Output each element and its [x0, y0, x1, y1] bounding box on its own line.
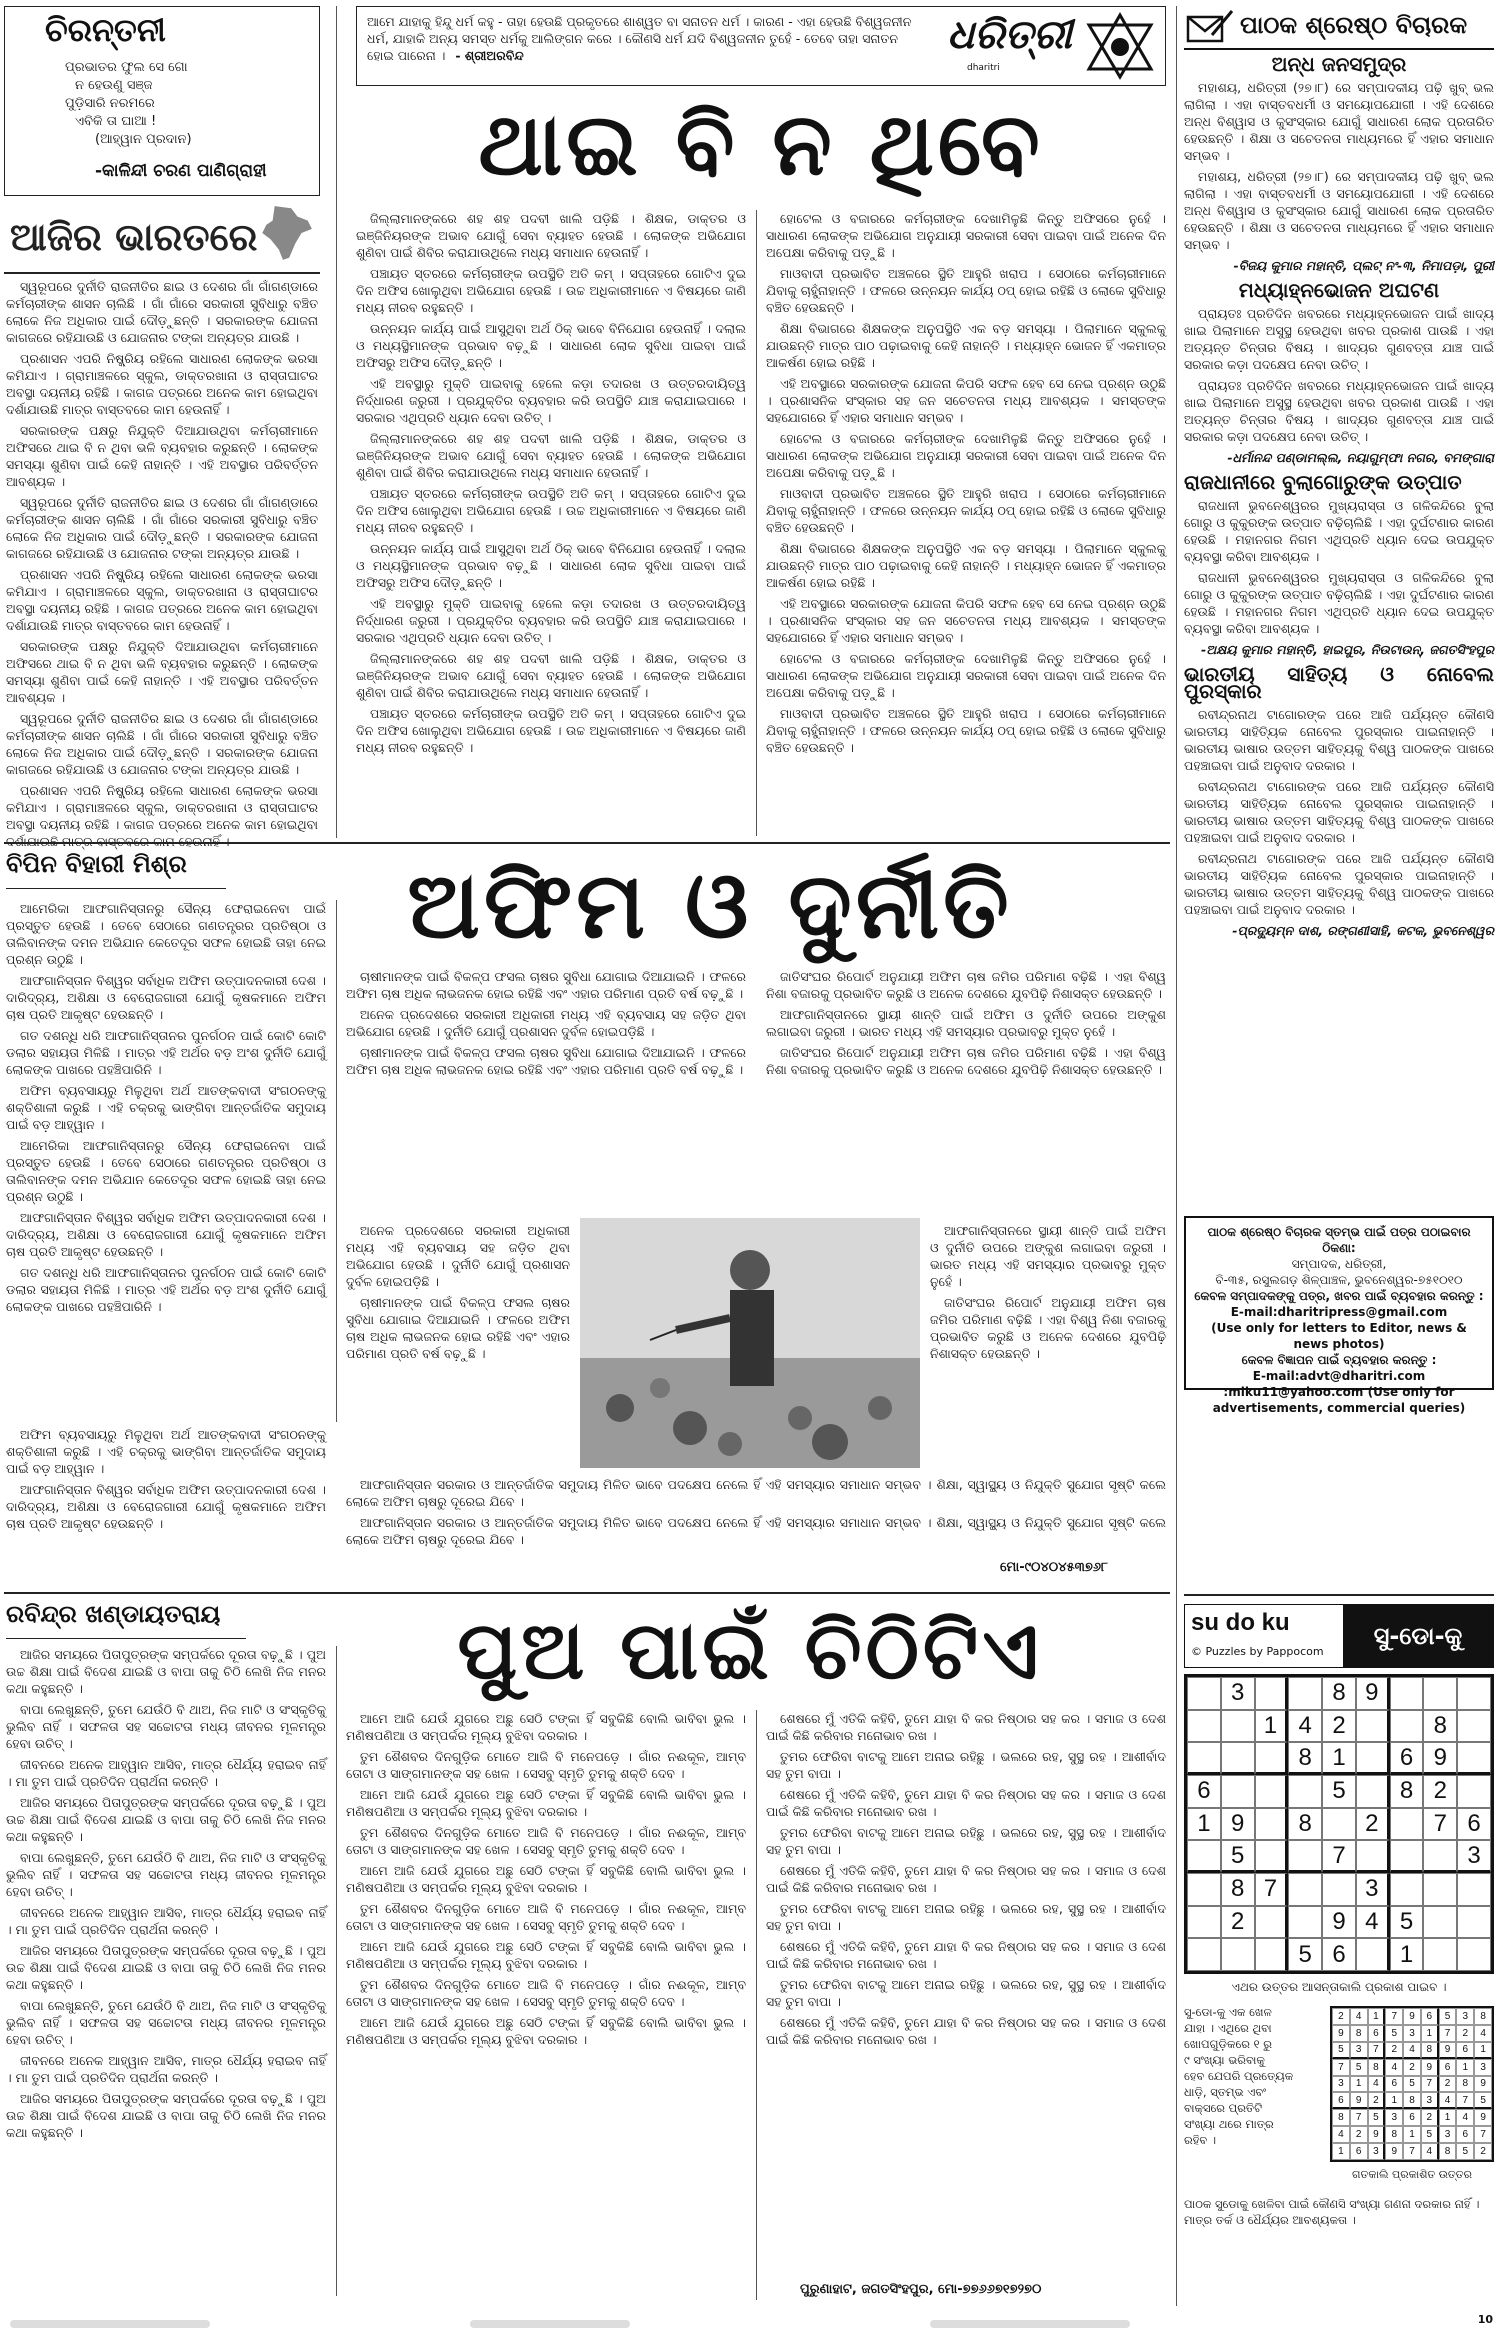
- article2-contact: ମୋ-୯୦୪୦୪୫୩୭୬୮: [1000, 1560, 1108, 1575]
- sudoku-solution-label: ଗତକାଲି ପ୍ରକାଶିତ ଉତ୍ତର: [1352, 2168, 1472, 2181]
- sudoku-cell[interactable]: 8: [1288, 1808, 1322, 1841]
- solution-cell: 6: [1421, 2008, 1439, 2025]
- sudoku-cell[interactable]: [1288, 1677, 1322, 1710]
- sudoku-cell[interactable]: [1255, 1808, 1289, 1841]
- solution-cell: 5: [1350, 2059, 1368, 2076]
- divider-a3-1: [336, 1646, 337, 2296]
- solution-cell: 9: [1421, 2059, 1439, 2076]
- solution-cell: 3: [1456, 2008, 1474, 2025]
- sudoku-cell[interactable]: [1187, 1742, 1221, 1775]
- solution-cell: 6: [1456, 2042, 1474, 2059]
- solution-cell: 5: [1403, 2076, 1421, 2093]
- sudoku-cell[interactable]: [1423, 1840, 1457, 1873]
- sudoku-cell[interactable]: [1457, 1742, 1491, 1775]
- solution-cell: 5: [1456, 2143, 1474, 2160]
- sudoku-cell[interactable]: 2: [1423, 1775, 1457, 1808]
- solution-cell: 4: [1368, 2076, 1386, 2093]
- sudoku-answer-note: ଏଥର ଉତ୍ତର ଆସନ୍ତାକାଲି ପ୍ରକାଶ ପାଇବ ।: [1231, 1980, 1447, 1994]
- letter-signature: -ପ୍ରଦ୍ୟୁମ୍ନ ଦାଶ, ରଙ୍ଗଣୀସାହି, କଟକ, ଭୁବନେଶ୍ୱର: [1232, 923, 1494, 938]
- sudoku-cell[interactable]: [1356, 1840, 1390, 1873]
- article2-col1-lower: ଅଫିମ ବ୍ୟବସାୟରୁ ମିଳୁଥିବା ଅର୍ଥ ଆତଙ୍କବାଦୀ ସଂଗଠନଙ୍କୁ ଶକ୍ତିଶାଳୀ କରୁଛି । ଏହି ଚକ୍ରକୁ ଭାଙ୍ଗିବା ଆନ୍ତର୍ଜାତିକ ସମୁଦାୟ ପାଇଁ ବଡ଼ ଆହ୍ୱାନ । ଆଫଗାନିସ୍ତାନ ବିଶ୍ୱର ସର୍ବାଧିକ ଅଫିମ ଉତ୍ପାଦନକାରୀ ଦେଶ । ଦାରିଦ୍ର୍ୟ, ଅଶିକ୍ଷା ଓ ବେରୋଜଗାରୀ ଯୋଗୁଁ କୃଷକମାନେ ଅଫିମ ଚାଷ ପ୍ରତି ଆକୃଷ୍ଟ ହେଉଛନ୍ତି ।: [6, 1427, 326, 1531]
- sudoku-header: [1184, 1604, 1494, 1668]
- article3-col3: ଶେଷରେ ମୁଁ ଏତିକି କହିବି, ତୁମେ ଯାହା ବି କର ନିଷ୍ଠାର ସହ କର । ସମାଜ ଓ ଦେଶ ପାଇଁ କିଛି କରିବାର ମନୋଭାବ ରଖ । ତୁମର ଫେରିବା ବାଟକୁ ଆମେ ଅନାଇ ରହିଛୁ । ଭଲରେ ରହ, ସୁସ୍ଥ ରହ । ଆଶୀର୍ବାଦ ସହ ତୁମ ବାପା । ଶେଷରେ ମୁଁ ଏତିକି କହିବି, ତୁମେ ଯାହା ବି କର ନିଷ୍ଠାର ସହ କର । ସମାଜ ଓ ଦେଶ ପାଇଁ କିଛି କରିବାର ମନୋଭାବ ରଖ । ତୁମର ଫେରିବା ବାଟକୁ ଆମେ ଅନାଇ ରହିଛୁ । ଭଲରେ ରହ, ସୁସ୍ଥ ରହ । ଆଶୀର୍ବାଦ ସହ ତୁମ ବାପା । ଶେଷରେ ମୁଁ ଏତିକି କହିବି, ତୁମେ ଯାହା ବି କର ନିଷ୍ଠାର ସହ କର । ସମାଜ ଓ ଦେଶ ପାଇଁ କିଛି କରିବାର ମନୋଭାବ ରଖ । ତୁମର ଫେରିବା ବାଟକୁ ଆମେ ଅନାଇ ରହିଛୁ । ଭଲରେ ରହ, ସୁସ୍ଥ ରହ । ଆଶୀର୍ବାଦ ସହ ତୁମ ବାପା । ଶେଷରେ ମୁଁ ଏତିକି କହିବି, ତୁମେ ଯାହା ବି କର ନିଷ୍ଠାର ସହ କର । ସମାଜ ଓ ଦେଶ ପାଇଁ କିଛି କରିବାର ମନୋଭାବ ରଖ । ତୁମର ଫେରିବା ବାଟକୁ ଆମେ ଅନାଇ ରହିଛୁ । ଭଲରେ ରହ, ସୁସ୍ଥ ରହ । ଆଶୀର୍ବାଦ ସହ ତୁମ ବାପା । ଶେଷରେ ମୁଁ ଏତିକି କହିବି, ତୁମେ ଯାହା ବି କର ନିଷ୍ଠାର ସହ କର । ସମାଜ ଓ ଦେଶ ପାଇଁ କିଛି କରିବାର ମନୋଭାବ ରଖ ।: [766, 1711, 1166, 2047]
- sudoku-cell[interactable]: 9: [1423, 1742, 1457, 1775]
- section-divider-1: [4, 842, 1170, 844]
- solution-cell: 6: [1439, 2059, 1457, 2076]
- sudoku-cell[interactable]: [1390, 1677, 1424, 1710]
- article2-byline: ବିପିନ ବିହାରୀ ମିଶ୍ର: [6, 850, 187, 878]
- solution-cell: 2: [1474, 2143, 1492, 2160]
- solution-cell: 4: [1456, 2109, 1474, 2126]
- solution-cell: 9: [1439, 2042, 1457, 2059]
- solution-cell: 2: [1332, 2008, 1350, 2025]
- solution-cell: 4: [1350, 2008, 1368, 2025]
- solution-cell: 8: [1474, 2008, 1492, 2025]
- sudoku-cell[interactable]: [1457, 1906, 1491, 1939]
- solution-cell: 2: [1456, 2025, 1474, 2042]
- email-yahoo-link[interactable]: :miku11@yahoo.com (Use only for: [1223, 1385, 1455, 1399]
- article3-headline: ପୁଅ ପାଇଁ ଚିଠିଟିଏ: [457, 1603, 1043, 1697]
- sudoku-cell[interactable]: 3: [1356, 1873, 1390, 1906]
- quote-text: ଆମେ ଯାହାକୁ ହିନ୍ଦୁ ଧର୍ମ କହୁ - ତାହା ହେଉଛି ପ୍ରକୃତରେ ଶାଶ୍ୱତ ବା ସନାତନ ଧର୍ମ । କାରଣ - ଏହା ହେଉଛି ବିଶ୍ୱଜନୀନ ଧର୍ମ, ଯାହାକି ଅନ୍ୟ ସମସ୍ତ ଧର୍ମକୁ ଆଲିଙ୍ଗନ କରେ । କୌଣସି ଧର୍ମ ଯଦି ବିଶ୍ୱଜନୀନ ତୁହେଁ - ତେବେ ତାହା ସନାତନ ହୋଇ ପାରେନା । - ଶ୍ରୀଅରବିନ୍ଦ: [367, 14, 912, 63]
- sudoku-cell[interactable]: 1: [1390, 1938, 1424, 1971]
- sudoku-cell[interactable]: 4: [1288, 1710, 1322, 1743]
- solution-cell: 6: [1456, 2126, 1474, 2143]
- sudoku-cell[interactable]: 7: [1255, 1873, 1289, 1906]
- sudoku-cell[interactable]: 8: [1322, 1677, 1356, 1710]
- sudoku-cell[interactable]: [1322, 1873, 1356, 1906]
- solution-cell: 8: [1350, 2025, 1368, 2042]
- solution-cell: 2: [1421, 2109, 1439, 2126]
- solution-cell: 3: [1332, 2076, 1350, 2093]
- india-map-icon: [254, 202, 316, 264]
- sudoku-cell[interactable]: 3: [1457, 1840, 1491, 1873]
- sudoku-cell[interactable]: 2: [1221, 1906, 1255, 1939]
- solution-cell: 7: [1456, 2092, 1474, 2109]
- article2-col1: ଆମେରିକା ଆଫଗାନିସ୍ତାନରୁ ସୈନ୍ୟ ଫେରାଇନେବା ପାଇଁ ପ୍ରସ୍ତୁତ ହେଉଛି । ତେବେ ସେଠାରେ ଗଣତନ୍ତ୍ରର ପ୍ରତିଷ୍ଠା ଓ ତାଲିବାନଙ୍କ ଦମନ ଅଭିଯାନ କେତେଦୂର ସଫଳ ହୋଇଛି ତାହା ନେଇ ପ୍ରଶ୍ନ ଉଠୁଛି । ଆଫଗାନିସ୍ତାନ ବିଶ୍ୱର ସର୍ବାଧିକ ଅଫିମ ଉତ୍ପାଦନକାରୀ ଦେଶ । ଦାରିଦ୍ର୍ୟ, ଅଶିକ୍ଷା ଓ ବେରୋଜଗାରୀ ଯୋଗୁଁ କୃଷକମାନେ ଅଫିମ ଚାଷ ପ୍ରତି ଆକୃଷ୍ଟ ହେଉଛନ୍ତି । ଗତ ଦଶନ୍ଧି ଧରି ଆଫଗାନିସ୍ତାନର ପୁନର୍ଗଠନ ପାଇଁ କୋଟି କୋଟି ଡଲାର ସହାୟତା ମିଳିଛି । ମାତ୍ର ଏହି ଅର୍ଥର ବଡ଼ ଅଂଶ ଦୁର୍ନୀତି ଯୋଗୁଁ ଲୋକଙ୍କ ପାଖରେ ପହଞ୍ଚିପାରିନି । ଅଫିମ ବ୍ୟବସାୟରୁ ମିଳୁଥିବା ଅର୍ଥ ଆତଙ୍କବାଦୀ ସଂଗଠନଙ୍କୁ ଶକ୍ତିଶାଳୀ କରୁଛି । ଏହି ଚକ୍ରକୁ ଭାଙ୍ଗିବା ଆନ୍ତର୍ଜାତିକ ସମୁଦାୟ ପାଇଁ ବଡ଼ ଆହ୍ୱାନ । ଆମେରିକା ଆଫଗାନିସ୍ତାନରୁ ସୈନ୍ୟ ଫେରାଇନେବା ପାଇଁ ପ୍ରସ୍ତୁତ ହେଉଛି । ତେବେ ସେଠାରେ ଗଣତନ୍ତ୍ରର ପ୍ରତିଷ୍ଠା ଓ ତାଲିବାନଙ୍କ ଦମନ ଅଭିଯାନ କେତେଦୂର ସଫଳ ହୋଇଛି ତାହା ନେଇ ପ୍ରଶ୍ନ ଉଠୁଛି । ଆଫଗାନିସ୍ତାନ ବିଶ୍ୱର ସର୍ବାଧିକ ଅଫିମ ଉତ୍ପାଦନକାରୀ ଦେଶ । ଦାରିଦ୍ର୍ୟ, ଅଶିକ୍ଷା ଓ ବେରୋଜଗାରୀ ଯୋଗୁଁ କୃଷକମାନେ ଅଫିମ ଚାଷ ପ୍ରତି ଆକୃଷ୍ଟ ହେଉଛନ୍ତି । ଗତ ଦଶନ୍ଧି ଧରି ଆଫଗାନିସ୍ତାନର ପୁନର୍ଗଠନ ପାଇଁ କୋଟି କୋଟି ଡଲାର ସହାୟତା ମିଳିଛି । ମାତ୍ର ଏହି ଅର୍ଥର ବଡ଼ ଅଂଶ ଦୁର୍ନୀତି ଯୋଗୁଁ ଲୋକଙ୍କ ପାଖରେ ପହଞ୍ଚିପାରିନି ।: [6, 901, 326, 1314]
- contact-box: ପାଠକ ଶ୍ରେଷ୍ଠ ବିଚାରକ ସ୍ତମ୍ଭ ପାଇଁ ପତ୍ର ପଠାଇବାର ଠିକଣା: ସମ୍ପାଦକ, ଧରିତ୍ରୀ, ବି-୩୫, ରସୁଲଗଡ଼ ଶିଳ୍ପାଞ୍ଚଳ, ଭୁବନେଶ୍ୱର-୭୫୧୦୧୦ କେବଳ ସମ୍ପାଦକଙ୍କୁ ପତ୍ର, ଖବର ପାଇଁ ବ୍ୟବହାର କରନ୍ତୁ : E-mail:dharitripress@gmail.com (Use only for letters to Editor, news & news photos) କେବଳ ବିଜ୍ଞାପନ ପାଇଁ ବ୍ୟବହାର କରନ୍ତୁ : E-mail:advt@dharitri.com :miku11@yahoo.com (Use only for advertisements, commercial queries): [1184, 1216, 1494, 1390]
- solution-cell: 1: [1385, 2092, 1403, 2109]
- sudoku-cell[interactable]: [1221, 1775, 1255, 1808]
- sudoku-cell[interactable]: 8: [1390, 1775, 1424, 1808]
- poem-lines: ପ୍ରଭାତର ଫୁଲ ସେ ଗୋ ନ ହେଉଣୁ ସଞ୍ଜ ପୁଡ଼ିସାରି ନରମରେ ଏବିକି ତା ଘାଆ ! (ଆହ୍ୱାନ ପ୍ରଦାନ): [65, 60, 192, 147]
- sudoku-cell[interactable]: [1390, 1873, 1424, 1906]
- sudoku-cell[interactable]: [1187, 1906, 1221, 1939]
- email-editor-link[interactable]: E-mail:dharitripress@gmail.com: [1230, 1305, 1448, 1319]
- article3-col1: ଆଜିର ସମୟରେ ପିତାପୁତ୍ରଙ୍କ ସମ୍ପର୍କରେ ଦୂରତା ବଢ଼ୁଛି । ପୁଅ ଉଚ୍ଚ ଶିକ୍ଷା ପାଇଁ ବିଦେଶ ଯାଇଛି ଓ ବାପା ତାକୁ ଚିଠି ଲେଖି ନିଜ ମନର କଥା କହୁଛନ୍ତି । ବାପା ଲେଖୁଛନ୍ତି, ତୁମେ ଯେଉଁଠି ବି ଥାଅ, ନିଜ ମାଟି ଓ ସଂସ୍କୃତିକୁ ଭୁଲିବ ନାହିଁ । ସଫଳତା ସହ ସଚ୍ଚୋଟତା ମଧ୍ୟ ଜୀବନର ମୂଳମନ୍ତ୍ର ହେବା ଉଚିତ୍ । ଜୀବନରେ ଅନେକ ଆହ୍ୱାନ ଆସିବ, ମାତ୍ର ଧୈର୍ଯ୍ୟ ହରାଇବ ନାହିଁ । ମା ତୁମ ପାଇଁ ପ୍ରତିଦିନ ପ୍ରାର୍ଥନା କରନ୍ତି । ଆଜିର ସମୟରେ ପିତାପୁତ୍ରଙ୍କ ସମ୍ପର୍କରେ ଦୂରତା ବଢ଼ୁଛି । ପୁଅ ଉଚ୍ଚ ଶିକ୍ଷା ପାଇଁ ବିଦେଶ ଯାଇଛି ଓ ବାପା ତାକୁ ଚିଠି ଲେଖି ନିଜ ମନର କଥା କହୁଛନ୍ତି । ବାପା ଲେଖୁଛନ୍ତି, ତୁମେ ଯେଉଁଠି ବି ଥାଅ, ନିଜ ମାଟି ଓ ସଂସ୍କୃତିକୁ ଭୁଲିବ ନାହିଁ । ସଫଳତା ସହ ସଚ୍ଚୋଟତା ମଧ୍ୟ ଜୀବନର ମୂଳମନ୍ତ୍ର ହେବା ଉଚିତ୍ । ଜୀବନରେ ଅନେକ ଆହ୍ୱାନ ଆସିବ, ମାତ୍ର ଧୈର୍ଯ୍ୟ ହରାଇବ ନାହିଁ । ମା ତୁମ ପାଇଁ ପ୍ରତିଦିନ ପ୍ରାର୍ଥନା କରନ୍ତି । ଆଜିର ସମୟରେ ପିତାପୁତ୍ରଙ୍କ ସମ୍ପର୍କରେ ଦୂରତା ବଢ଼ୁଛି । ପୁଅ ଉଚ୍ଚ ଶିକ୍ଷା ପାଇଁ ବିଦେଶ ଯାଇଛି ଓ ବାପା ତାକୁ ଚିଠି ଲେଖି ନିଜ ମନର କଥା କହୁଛନ୍ତି । ବାପା ଲେଖୁଛନ୍ତି, ତୁମେ ଯେଉଁଠି ବି ଥାଅ, ନିଜ ମାଟି ଓ ସଂସ୍କୃତିକୁ ଭୁଲିବ ନାହିଁ । ସଫଳତା ସହ ସଚ୍ଚୋଟତା ମଧ୍ୟ ଜୀବନର ମୂଳମନ୍ତ୍ର ହେବା ଉଚିତ୍ । ଜୀବନରେ ଅନେକ ଆହ୍ୱାନ ଆସିବ, ମାତ୍ର ଧୈର୍ଯ୍ୟ ହରାଇବ ନାହିଁ । ମା ତୁମ ପାଇଁ ପ୍ରତିଦିନ ପ୍ରାର୍ଥନା କରନ୍ତି । ଆଜିର ସମୟରେ ପିତାପୁତ୍ରଙ୍କ ସମ୍ପର୍କରେ ଦୂରତା ବଢ଼ୁଛି । ପୁଅ ଉଚ୍ଚ ଶିକ୍ଷା ପାଇଁ ବିଦେଶ ଯାଇଛି ଓ ବାପା ତାକୁ ଚିଠି ଲେଖି ନିଜ ମନର କଥା କହୁଛନ୍ତି ।: [6, 1647, 326, 2140]
- sudoku-cell[interactable]: 3: [1221, 1677, 1255, 1710]
- sudoku-cell[interactable]: [1221, 1938, 1255, 1971]
- solution-cell: 7: [1385, 2008, 1403, 2025]
- sudoku-cell[interactable]: 5: [1390, 1906, 1424, 1939]
- sudoku-cell[interactable]: [1187, 1840, 1221, 1873]
- solution-cell: 7: [1368, 2042, 1386, 2059]
- solution-cell: 9: [1403, 2008, 1421, 2025]
- solution-cell: 8: [1403, 2092, 1421, 2109]
- sudoku-cell[interactable]: 9: [1221, 1808, 1255, 1841]
- solution-cell: 2: [1403, 2059, 1421, 2076]
- sudoku-footer: ପାଠକ ସୁଡୋକୁ ଖେଳିବା ପାଇଁ କୌଣସି ସଂଖ୍ୟା ଗଣନା ଦରକାର ନାହିଁ । ମାତ୍ର ତର୍କ ଓ ଧୈର୍ଯ୍ୟର ଆବଶ୍ୟକତା ।: [1184, 2197, 1480, 2227]
- sudoku-cell[interactable]: 4: [1356, 1906, 1390, 1939]
- sudoku-cell[interactable]: 6: [1187, 1775, 1221, 1808]
- solution-cell: 9: [1368, 2126, 1386, 2143]
- solution-cell: 6: [1368, 2025, 1386, 2042]
- letter-heading: ଭାରତୀୟ ସାହିତ୍ୟ ଓ ନୋବେଲ ପୁରସ୍କାର: [1184, 662, 1494, 703]
- divider-v1: [336, 6, 337, 838]
- solution-cell: 5: [1332, 2042, 1350, 2059]
- sudoku-cell[interactable]: 5: [1288, 1938, 1322, 1971]
- sudoku-cell[interactable]: 1: [1322, 1742, 1356, 1775]
- sudoku-cell[interactable]: [1255, 1938, 1289, 1971]
- solution-cell: 2: [1385, 2042, 1403, 2059]
- solution-cell: 2: [1368, 2092, 1386, 2109]
- sudoku-cell[interactable]: [1288, 1840, 1322, 1873]
- sudoku-cell[interactable]: 7: [1322, 1840, 1356, 1873]
- solution-cell: 8: [1421, 2042, 1439, 2059]
- sudoku-cell[interactable]: [1423, 1873, 1457, 1906]
- solution-cell: 4: [1403, 2042, 1421, 2059]
- sudoku-odia-title: ସୁ-ଡୋ-କୁ: [1343, 1605, 1493, 1667]
- sudoku-cell[interactable]: [1187, 1873, 1221, 1906]
- sudoku-cell[interactable]: [1288, 1873, 1322, 1906]
- article1-intro-column: ସ୍ୱରୂପରେ ଦୁର୍ନୀତି ରାଜନୀତିର ଛାଇ ଓ ଦେଶର ଗାଁ ଗାଁଗଣ୍ଡାରେ କର୍ମଚାରୀଙ୍କ ଶାସନ ଚାଲିଛି । ଗାଁ ଗାଁରେ ସରକାରୀ ସୁବିଧାରୁ ବଞ୍ଚିତ ଲୋକେ ନିଜ ଅଧିକାର ପାଇଁ ଦୌଡ଼ୁଛନ୍ତି । ସରକାରଙ୍କ ଯୋଜନା କାଗଜରେ ରହିଯାଉଛି ଓ ଯୋଜନାର ଟଙ୍କା ଅନ୍ୟତ୍ର ଯାଉଛି । ପ୍ରଶାସନ ଏପରି ନିଷ୍କ୍ରିୟ ରହିଲେ ସାଧାରଣ ଲୋକଙ୍କ ଭରସା କମିଯାଏ । ଗ୍ରାମାଞ୍ଚଳରେ ସ୍କୁଲ, ଡାକ୍ତରଖାନା ଓ ରାସ୍ତାଘାଟର ଅବସ୍ଥା ଦୟନୀୟ ରହିଛି । କାଗଜ ପତ୍ରରେ ଅନେକ କାମ ହୋଇଥିବା ଦର୍ଶାଯାଉଛି ମାତ୍ର ବାସ୍ତବରେ କାମ ହେଉନାହିଁ । ସରକାରଙ୍କ ପକ୍ଷରୁ ନିଯୁକ୍ତି ଦିଆଯାଉଥିବା କର୍ମଚାରୀମାନେ ଅଫିସରେ ଥାଇ ବି ନ ଥିବା ଭଳି ବ୍ୟବହାର କରୁଛନ୍ତି । ଲୋକଙ୍କ ସମସ୍ୟା ଶୁଣିବା ପାଇଁ କେହି ନାହାନ୍ତି । ଏହି ଅବସ୍ଥାର ପରିବର୍ତ୍ତନ ଆବଶ୍ୟକ । ସ୍ୱରୂପରେ ଦୁର୍ନୀତି ରାଜନୀତିର ଛାଇ ଓ ଦେଶର ଗାଁ ଗାଁଗଣ୍ଡାରେ କର୍ମଚାରୀଙ୍କ ଶାସନ ଚାଲିଛି । ଗାଁ ଗାଁରେ ସରକାରୀ ସୁବିଧାରୁ ବଞ୍ଚିତ ଲୋକେ ନିଜ ଅଧିକାର ପାଇଁ ଦୌଡ଼ୁଛନ୍ତି । ସରକାରଙ୍କ ଯୋଜନା କାଗଜରେ ରହିଯାଉଛି ଓ ଯୋଜନାର ଟଙ୍କା ଅନ୍ୟତ୍ର ଯାଉଛି । ପ୍ରଶାସନ ଏପରି ନିଷ୍କ୍ରିୟ ରହିଲେ ସାଧାରଣ ଲୋକଙ୍କ ଭରସା କମିଯାଏ । ଗ୍ରାମାଞ୍ଚଳରେ ସ୍କୁଲ, ଡାକ୍ତରଖାନା ଓ ରାସ୍ତାଘାଟର ଅବସ୍ଥା ଦୟନୀୟ ରହିଛି । କାଗଜ ପତ୍ରରେ ଅନେକ କାମ ହୋଇଥିବା ଦର୍ଶାଯାଉଛି ମାତ୍ର ବାସ୍ତବରେ କାମ ହେଉନାହିଁ । ସରକାରଙ୍କ ପକ୍ଷରୁ ନିଯୁକ୍ତି ଦିଆଯାଉଥିବା କର୍ମଚାରୀମାନେ ଅଫିସରେ ଥାଇ ବି ନ ଥିବା ଭଳି ବ୍ୟବହାର କରୁଛନ୍ତି । ଲୋକଙ୍କ ସମସ୍ୟା ଶୁଣିବା ପାଇଁ କେହି ନାହାନ୍ତି । ଏହି ଅବସ୍ଥାର ପରିବର୍ତ୍ତନ ଆବଶ୍ୟକ । ସ୍ୱରୂପରେ ଦୁର୍ନୀତି ରାଜନୀତିର ଛାଇ ଓ ଦେଶର ଗାଁ ଗାଁଗଣ୍ଡାରେ କର୍ମଚାରୀଙ୍କ ଶାସନ ଚାଲିଛି । ଗାଁ ଗାଁରେ ସରକାରୀ ସୁବିଧାରୁ ବଞ୍ଚିତ ଲୋକେ ନିଜ ଅଧିକାର ପାଇଁ ଦୌଡ଼ୁଛନ୍ତି । ସରକାରଙ୍କ ଯୋଜନା କାଗଜରେ ରହିଯାଉଛି ଓ ଯୋଜନାର ଟଙ୍କା ଅନ୍ୟତ୍ର ଯାଉଛି । ପ୍ରଶାସନ ଏପରି ନିଷ୍କ୍ରିୟ ରହିଲେ ସାଧାରଣ ଲୋକଙ୍କ ଭରସା କମିଯାଏ । ଗ୍ରାମାଞ୍ଚଳରେ ସ୍କୁଲ, ଡାକ୍ତରଖାନା ଓ ରାସ୍ତାଘାଟର ଅବସ୍ଥା ଦୟନୀୟ ରହିଛି । କାଗଜ ପତ୍ରରେ ଅନେକ କାମ ହୋଇଥିବା ଦର୍ଶାଯାଉଛି ମାତ୍ର ବାସ୍ତବରେ କାମ ହେଉନାହିଁ ।: [6, 279, 318, 849]
- poem-box: [4, 6, 320, 196]
- article1-headline: ଥାଇ ବି ନ ଥିବେ: [478, 94, 1044, 195]
- sudoku-top-rule: [1184, 1594, 1494, 1596]
- letter-signature: -ବିଜୟ କୁମାର ମହାନ୍ତି, ପ୍ଲଟ୍ ନଂ-୩, ନିମାପଡ଼ା, ପୁରୀ: [1233, 258, 1494, 273]
- readers-column-header: ପାଠକ ଶ୍ରେଷ୍ଠ ବିଚାରକ: [1184, 6, 1494, 50]
- solution-cell: 7: [1350, 2109, 1368, 2126]
- dharitri-logo: ଧରିତ୍ରୀ dharitri: [947, 11, 1072, 73]
- sudoku-cell[interactable]: [1423, 1938, 1457, 1971]
- solution-cell: 6: [1350, 2143, 1368, 2160]
- sudoku-cell[interactable]: [1457, 1710, 1491, 1743]
- sudoku-cell[interactable]: 1: [1255, 1710, 1289, 1743]
- sudoku-cell[interactable]: [1255, 1906, 1289, 1939]
- article2-headline: ଅଫିମ ଓ ଦୁର୍ନୀତି: [407, 851, 1013, 959]
- sudoku-cell[interactable]: 8: [1423, 1710, 1457, 1743]
- solution-cell: 8: [1368, 2059, 1386, 2076]
- article1-col2: ଜିଲ୍ଲାମାନଙ୍କରେ ଶହ ଶହ ପଦବୀ ଖାଲି ପଡ଼ିଛି । ଶିକ୍ଷକ, ଡାକ୍ତର ଓ ଇଞ୍ଜିନିୟରଙ୍କ ଅଭାବ ଯୋଗୁଁ ସେବା ବ୍ୟାହତ ହେଉଛି । ଲୋକଙ୍କ ଅଭିଯୋଗ ଶୁଣିବା ପାଇଁ ଶିବିର କରାଯାଉଥିଲେ ମଧ୍ୟ ସମାଧାନ ହେଉନାହିଁ । ପଞ୍ଚାୟତ ସ୍ତରରେ କର୍ମଚାରୀଙ୍କ ଉପସ୍ଥିତି ଅତି କମ୍ । ସପ୍ତାହରେ ଗୋଟିଏ ଦୁଇ ଦିନ ଅଫିସ ଖୋଲୁଥିବା ଅଭିଯୋଗ ହେଉଛି । ଉଚ୍ଚ ଅଧିକାରୀମାନେ ଏ ବିଷୟରେ ଜାଣି ମଧ୍ୟ ନୀରବ ରହୁଛନ୍ତି । ଉନ୍ନୟନ କାର୍ଯ୍ୟ ପାଇଁ ଆସୁଥିବା ଅର୍ଥ ଠିକ୍ ଭାବେ ବିନିଯୋଗ ହେଉନାହିଁ । ଦଲାଲ ଓ ମଧ୍ୟସ୍ଥିମାନଙ୍କ ପ୍ରଭାବ ବଢ଼ୁଛି । ସାଧାରଣ ଲୋକ ସୁବିଧା ପାଇବା ପାଇଁ ଅଫିସରୁ ଅଫିସ ଦୌଡ଼ୁଛନ୍ତି । ଏହି ଅବସ୍ଥାରୁ ମୁକ୍ତି ପାଇବାକୁ ହେଲେ କଡ଼ା ତଦାରଖ ଓ ଉତ୍ତରଦାୟିତ୍ୱ ନିର୍ଦ୍ଧାରଣ ଜରୁରୀ । ପ୍ରଯୁକ୍ତିର ବ୍ୟବହାର କରି ଉପସ୍ଥିତି ଯାଞ୍ଚ କରାଯାଇପାରେ । ସରକାର ଏଥିପ୍ରତି ଧ୍ୟାନ ଦେବା ଉଚିତ୍ । ଜିଲ୍ଲାମାନଙ୍କରେ ଶହ ଶହ ପଦବୀ ଖାଲି ପଡ଼ିଛି । ଶିକ୍ଷକ, ଡାକ୍ତର ଓ ଇଞ୍ଜିନିୟରଙ୍କ ଅଭାବ ଯୋଗୁଁ ସେବା ବ୍ୟାହତ ହେଉଛି । ଲୋକଙ୍କ ଅଭିଯୋଗ ଶୁଣିବା ପାଇଁ ଶିବିର କରାଯାଉଥିଲେ ମଧ୍ୟ ସମାଧାନ ହେଉନାହିଁ । ପଞ୍ଚାୟତ ସ୍ତରରେ କର୍ମଚାରୀଙ୍କ ଉପସ୍ଥିତି ଅତି କମ୍ । ସପ୍ତାହରେ ଗୋଟିଏ ଦୁଇ ଦିନ ଅଫିସ ଖୋଲୁଥିବା ଅଭିଯୋଗ ହେଉଛି । ଉଚ୍ଚ ଅଧିକାରୀମାନେ ଏ ବିଷୟରେ ଜାଣି ମଧ୍ୟ ନୀରବ ରହୁଛନ୍ତି । ଉନ୍ନୟନ କାର୍ଯ୍ୟ ପାଇଁ ଆସୁଥିବା ଅର୍ଥ ଠିକ୍ ଭାବେ ବିନିଯୋଗ ହେଉନାହିଁ । ଦଲାଲ ଓ ମଧ୍ୟସ୍ଥିମାନଙ୍କ ପ୍ରଭାବ ବଢ଼ୁଛି । ସାଧାରଣ ଲୋକ ସୁବିଧା ପାଇବା ପାଇଁ ଅଫିସରୁ ଅଫିସ ଦୌଡ଼ୁଛନ୍ତି । ଏହି ଅବସ୍ଥାରୁ ମୁକ୍ତି ପାଇବାକୁ ହେଲେ କଡ଼ା ତଦାରଖ ଓ ଉତ୍ତରଦାୟିତ୍ୱ ନିର୍ଦ୍ଧାରଣ ଜରୁରୀ । ପ୍ରଯୁକ୍ତିର ବ୍ୟବହାର କରି ଉପସ୍ଥିତି ଯାଞ୍ଚ କରାଯାଇପାରେ । ସରକାର ଏଥିପ୍ରତି ଧ୍ୟାନ ଦେବା ଉଚିତ୍ । ଜିଲ୍ଲାମାନଙ୍କରେ ଶହ ଶହ ପଦବୀ ଖାଲି ପଡ଼ିଛି । ଶିକ୍ଷକ, ଡାକ୍ତର ଓ ଇଞ୍ଜିନିୟରଙ୍କ ଅଭାବ ଯୋଗୁଁ ସେବା ବ୍ୟାହତ ହେଉଛି । ଲୋକଙ୍କ ଅଭିଯୋଗ ଶୁଣିବା ପାଇଁ ଶିବିର କରାଯାଉଥିଲେ ମଧ୍ୟ ସମାଧାନ ହେଉନାହିଁ । ପଞ୍ଚାୟତ ସ୍ତରରେ କର୍ମଚାରୀଙ୍କ ଉପସ୍ଥିତି ଅତି କମ୍ । ସପ୍ତାହରେ ଗୋଟିଏ ଦୁଇ ଦିନ ଅଫିସ ଖୋଲୁଥିବା ଅଭିଯୋଗ ହେଉଛି । ଉଚ୍ଚ ଅଧିକାରୀମାନେ ଏ ବିଷୟରେ ଜାଣି ମଧ୍ୟ ନୀରବ ରହୁଛନ୍ତି ।: [356, 211, 746, 755]
- solution-cell: 2: [1350, 2126, 1368, 2143]
- solution-cell: 1: [1368, 2008, 1386, 2025]
- opium-field-photo: [580, 1218, 920, 1468]
- divider-v2: [756, 210, 757, 836]
- article3-byline: ରବିନ୍ଦ୍ର ଖଣ୍ଡାୟତରାୟ: [6, 1600, 221, 1628]
- divider-a2-1: [336, 900, 337, 1422]
- letter-signature: -ଅକ୍ଷୟ କୁମାର ମହାନ୍ତି, ହାଇପୁର, ନିଉଟାଉନ୍, ଜଗତସିଂହପୁର: [1201, 642, 1494, 657]
- sudoku-cell[interactable]: [1288, 1906, 1322, 1939]
- sudoku-cell[interactable]: [1356, 1938, 1390, 1971]
- sudoku-cell[interactable]: [1187, 1938, 1221, 1971]
- solution-cell: 3: [1439, 2126, 1457, 2143]
- sudoku-solution-grid: [1330, 2006, 1494, 2162]
- divider-v-right: [1176, 6, 1177, 2306]
- solution-cell: 1: [1403, 2126, 1421, 2143]
- solution-cell: 7: [1421, 2076, 1439, 2093]
- article2-byline-underline: [6, 888, 226, 889]
- solution-cell: 8: [1332, 2109, 1350, 2126]
- sudoku-grid[interactable]: [1184, 1674, 1494, 1974]
- solution-cell: 3: [1403, 2025, 1421, 2042]
- sudoku-cell[interactable]: [1288, 1775, 1322, 1808]
- sudoku-cell[interactable]: [1423, 1677, 1457, 1710]
- solution-cell: 3: [1368, 2143, 1386, 2160]
- article2-col2: ଚାଷୀମାନଙ୍କ ପାଇଁ ବିକଳ୍ପ ଫସଲ ଚାଷର ସୁବିଧା ଯୋଗାଇ ଦିଆଯାଇନି । ଫଳରେ ଅଫିମ ଚାଷ ଅଧିକ ଲାଭଜନକ ହୋଇ ରହିଛି ଏବଂ ଏହାର ପରିମାଣ ପ୍ରତି ବର୍ଷ ବଢ଼ୁଛି । ଅନେକ ପ୍ରଦେଶରେ ସରକାରୀ ଅଧିକାରୀ ମଧ୍ୟ ଏହି ବ୍ୟବସାୟ ସହ ଜଡ଼ିତ ଥିବା ଅଭିଯୋଗ ହେଉଛି । ଦୁର୍ନୀତି ଯୋଗୁଁ ପ୍ରଶାସନ ଦୁର୍ବଳ ହୋଇପଡ଼ିଛି । ଚାଷୀମାନଙ୍କ ପାଇଁ ବିକଳ୍ପ ଫସଲ ଚାଷର ସୁବିଧା ଯୋଗାଇ ଦିଆଯାଇନି । ଫଳରେ ଅଫିମ ଚାଷ ଅଧିକ ଲାଭଜନକ ହୋଇ ରହିଛି ଏବଂ ଏହାର ପରିମାଣ ପ୍ରତି ବର୍ଷ ବଢ଼ୁଛି ।: [346, 969, 746, 1077]
- solution-cell: 4: [1385, 2059, 1403, 2076]
- letter-heading: ଅନ୍ଧ ଜନସମୁଦ୍ର: [1271, 52, 1407, 76]
- sudoku-cell[interactable]: [1423, 1906, 1457, 1939]
- solution-cell: 1: [1474, 2042, 1492, 2059]
- article2-lower-right: ଆଫଗାନିସ୍ତାନରେ ସ୍ଥାୟୀ ଶାନ୍ତି ପାଇଁ ଅଫିମ ଓ ଦୁର୍ନୀତି ଉପରେ ଅଙ୍କୁଶ ଲଗାଇବା ଜରୁରୀ । ଭାରତ ମଧ୍ୟ ଏହି ସମସ୍ୟାର ପ୍ରଭାବରୁ ମୁକ୍ତ ନୁହେଁ । ଜାତିସଂଘର ରିପୋର୍ଟ ଅନୁଯାୟୀ ଅଫିମ ଚାଷ ଜମିର ପରିମାଣ ବଢ଼ିଛି । ଏହା ବିଶ୍ୱ ନିଶା ବଜାରକୁ ପ୍ରଭାବିତ କରୁଛି ଓ ଅନେକ ଦେଶରେ ଯୁବପିଢ଼ି ନିଶାସକ୍ତ ହେଉଛନ୍ତି ।: [930, 1223, 1166, 1361]
- footer-rule-mid2: [930, 2320, 1130, 2328]
- solution-cell: 9: [1385, 2143, 1403, 2160]
- sudoku-cell[interactable]: 5: [1322, 1775, 1356, 1808]
- solution-cell: 3: [1421, 2092, 1439, 2109]
- article3-col2: ଆମେ ଆଜି ଯେଉଁ ଯୁଗରେ ଅଛୁ ସେଠି ଟଙ୍କା ହିଁ ସବୁକିଛି ବୋଲି ଭାବିବା ଭୁଲ । ମଣିଷପଣିଆ ଓ ସମ୍ପର୍କର ମୂଲ୍ୟ ବୁଝିବା ଦରକାର । ତୁମ ଶୈଶବର ଦିନଗୁଡ଼ିକ ମୋତେ ଆଜି ବି ମନେପଡ଼େ । ଗାଁର ନଈକୂଳ, ଆମ୍ବ ତୋଟା ଓ ସାଙ୍ଗମାନଙ୍କ ସହ ଖେଳ । ସେସବୁ ସ୍ମୃତି ତୁମକୁ ଶକ୍ତି ଦେବ । ଆମେ ଆଜି ଯେଉଁ ଯୁଗରେ ଅଛୁ ସେଠି ଟଙ୍କା ହିଁ ସବୁକିଛି ବୋଲି ଭାବିବା ଭୁଲ । ମଣିଷପଣିଆ ଓ ସମ୍ପର୍କର ମୂଲ୍ୟ ବୁଝିବା ଦରକାର । ତୁମ ଶୈଶବର ଦିନଗୁଡ଼ିକ ମୋତେ ଆଜି ବି ମନେପଡ଼େ । ଗାଁର ନଈକୂଳ, ଆମ୍ବ ତୋଟା ଓ ସାଙ୍ଗମାନଙ୍କ ସହ ଖେଳ । ସେସବୁ ସ୍ମୃତି ତୁମକୁ ଶକ୍ତି ଦେବ । ଆମେ ଆଜି ଯେଉଁ ଯୁଗରେ ଅଛୁ ସେଠି ଟଙ୍କା ହିଁ ସବୁକିଛି ବୋଲି ଭାବିବା ଭୁଲ । ମଣିଷପଣିଆ ଓ ସମ୍ପର୍କର ମୂଲ୍ୟ ବୁଝିବା ଦରକାର । ତୁମ ଶୈଶବର ଦିନଗୁଡ଼ିକ ମୋତେ ଆଜି ବି ମନେପଡ଼େ । ଗାଁର ନଈକୂଳ, ଆମ୍ବ ତୋଟା ଓ ସାଙ୍ଗମାନଙ୍କ ସହ ଖେଳ । ସେସବୁ ସ୍ମୃତି ତୁମକୁ ଶକ୍ତି ଦେବ । ଆମେ ଆଜି ଯେଉଁ ଯୁଗରେ ଅଛୁ ସେଠି ଟଙ୍କା ହିଁ ସବୁକିଛି ବୋଲି ଭାବିବା ଭୁଲ । ମଣିଷପଣିଆ ଓ ସମ୍ପର୍କର ମୂଲ୍ୟ ବୁଝିବା ଦରକାର । ତୁମ ଶୈଶବର ଦିନଗୁଡ଼ିକ ମୋତେ ଆଜି ବି ମନେପଡ଼େ । ଗାଁର ନଈକୂଳ, ଆମ୍ବ ତୋଟା ଓ ସାଙ୍ଗମାନଙ୍କ ସହ ଖେଳ । ସେସବୁ ସ୍ମୃତି ତୁମକୁ ଶକ୍ତି ଦେବ । ଆମେ ଆଜି ଯେଉଁ ଯୁଗରେ ଅଛୁ ସେଠି ଟଙ୍କା ହିଁ ସବୁକିଛି ବୋଲି ଭାବିବା ଭୁଲ । ମଣିଷପଣିଆ ଓ ସମ୍ପର୍କର ମୂଲ୍ୟ ବୁଝିବା ଦରକାର ।: [346, 1711, 746, 2047]
- sudoku-brand: su do ku: [1191, 1609, 1290, 1636]
- solution-cell: 4: [1421, 2143, 1439, 2160]
- sudoku-cell[interactable]: [1457, 1775, 1491, 1808]
- footer-rule-left: [10, 2320, 210, 2328]
- article1-col3: ହୋଟେଲ ଓ ବଜାରରେ କର୍ମଚାରୀଙ୍କ ଦେଖାମିଳୁଛି କିନ୍ତୁ ଅଫିସରେ ନୁହେଁ । ସାଧାରଣ ଲୋକଙ୍କ ଅଭିଯୋଗ ଅନୁଯାୟୀ ସରକାରୀ ସେବା ପାଇବା ପାଇଁ ଅନେକ ଦିନ ଅପେକ୍ଷା କରିବାକୁ ପଡ଼ୁଛି । ମାଓବାଦୀ ପ୍ରଭାବିତ ଅଞ୍ଚଳରେ ସ୍ଥିତି ଆହୁରି ଖରାପ । ସେଠାରେ କର୍ମଚାରୀମାନେ ଯିବାକୁ ଚାହୁଁନାହାନ୍ତି । ଫଳରେ ଉନ୍ନୟନ କାର୍ଯ୍ୟ ଠପ୍ ହୋଇ ରହିଛି ଓ ଲୋକେ ସୁବିଧାରୁ ବଞ୍ଚିତ ହେଉଛନ୍ତି । ଶିକ୍ଷା ବିଭାଗରେ ଶିକ୍ଷକଙ୍କ ଅନୁପସ୍ଥିତି ଏକ ବଡ଼ ସମସ୍ୟା । ପିଲାମାନେ ସ୍କୁଲକୁ ଯାଉଛନ୍ତି ମାତ୍ର ପାଠ ପଢ଼ାଇବାକୁ କେହି ନାହାନ୍ତି । ମଧ୍ୟାହ୍ନ ଭୋଜନ ହିଁ ଏକମାତ୍ର ଆକର୍ଷଣ ହୋଇ ରହିଛି । ଏହି ଅବସ୍ଥାରେ ସରକାରଙ୍କ ଯୋଜନା କିପରି ସଫଳ ହେବ ସେ ନେଇ ପ୍ରଶ୍ନ ଉଠୁଛି । ପ୍ରଶାସନିକ ସଂସ୍କାର ସହ ଜନ ସଚେତନତା ମଧ୍ୟ ଆବଶ୍ୟକ । ସମସ୍ତଙ୍କ ସହଯୋଗରେ ହିଁ ଏହାର ସମାଧାନ ସମ୍ଭବ । ହୋଟେଲ ଓ ବଜାରରେ କର୍ମଚାରୀଙ୍କ ଦେଖାମିଳୁଛି କିନ୍ତୁ ଅଫିସରେ ନୁହେଁ । ସାଧାରଣ ଲୋକଙ୍କ ଅଭିଯୋଗ ଅନୁଯାୟୀ ସରକାରୀ ସେବା ପାଇବା ପାଇଁ ଅନେକ ଦିନ ଅପେକ୍ଷା କରିବାକୁ ପଡ଼ୁଛି । ମାଓବାଦୀ ପ୍ରଭାବିତ ଅଞ୍ଚଳରେ ସ୍ଥିତି ଆହୁରି ଖରାପ । ସେଠାରେ କର୍ମଚାରୀମାନେ ଯିବାକୁ ଚାହୁଁନାହାନ୍ତି । ଫଳରେ ଉନ୍ନୟନ କାର୍ଯ୍ୟ ଠପ୍ ହୋଇ ରହିଛି ଓ ଲୋକେ ସୁବିଧାରୁ ବଞ୍ଚିତ ହେଉଛନ୍ତି । ଶିକ୍ଷା ବିଭାଗରେ ଶିକ୍ଷକଙ୍କ ଅନୁପସ୍ଥିତି ଏକ ବଡ଼ ସମସ୍ୟା । ପିଲାମାନେ ସ୍କୁଲକୁ ଯାଉଛନ୍ତି ମାତ୍ର ପାଠ ପଢ଼ାଇବାକୁ କେହି ନାହାନ୍ତି । ମଧ୍ୟାହ୍ନ ଭୋଜନ ହିଁ ଏକମାତ୍ର ଆକର୍ଷଣ ହୋଇ ରହିଛି । ଏହି ଅବସ୍ଥାରେ ସରକାରଙ୍କ ଯୋଜନା କିପରି ସଫଳ ହେବ ସେ ନେଇ ପ୍ରଶ୍ନ ଉଠୁଛି । ପ୍ରଶାସନିକ ସଂସ୍କାର ସହ ଜନ ସଚେତନତା ମଧ୍ୟ ଆବଶ୍ୟକ । ସମସ୍ତଙ୍କ ସହଯୋଗରେ ହିଁ ଏହାର ସମାଧାନ ସମ୍ଭବ । ହୋଟେଲ ଓ ବଜାରରେ କର୍ମଚାରୀଙ୍କ ଦେଖାମିଳୁଛି କିନ୍ତୁ ଅଫିସରେ ନୁହେଁ । ସାଧାରଣ ଲୋକଙ୍କ ଅଭିଯୋଗ ଅନୁଯାୟୀ ସରକାରୀ ସେବା ପାଇବା ପାଇଁ ଅନେକ ଦିନ ଅପେକ୍ଷା କରିବାକୁ ପଡ଼ୁଛି । ମାଓବାଦୀ ପ୍ରଭାବିତ ଅଞ୍ଚଳରେ ସ୍ଥିତି ଆହୁରି ଖରାପ । ସେଠାରେ କର୍ମଚାରୀମାନେ ଯିବାକୁ ଚାହୁଁନାହାନ୍ତି । ଫଳରେ ଉନ୍ନୟନ କାର୍ଯ୍ୟ ଠପ୍ ହୋଇ ରହିଛି ଓ ଲୋକେ ସୁବିଧାରୁ ବଞ୍ଚିତ ହେଉଛନ୍ତି ।: [766, 211, 1166, 755]
- poem-title: ଚିରନ୍ତନୀ: [45, 11, 166, 49]
- divider-a3-2: [756, 1710, 757, 2300]
- solution-cell: 1: [1421, 2025, 1439, 2042]
- article3-contact: ପୁରୁଣାହାଟ, ଜଗତସିଂହପୁର, ମୋ-୭୭୬୬୭୧୭୨୭୦: [800, 2282, 1042, 2297]
- sudoku-cell[interactable]: [1255, 1742, 1289, 1775]
- solution-cell: 1: [1439, 2109, 1457, 2126]
- solution-cell: 7: [1403, 2143, 1421, 2160]
- solution-cell: 6: [1403, 2109, 1421, 2126]
- sudoku-cell[interactable]: [1187, 1677, 1221, 1710]
- letter-heading: ରାଜଧାନୀରେ ବୁଲାଗୋରୁଙ୍କ ଉତ୍ପାତ: [1184, 470, 1462, 494]
- ajira-bharat-logo: [4, 200, 320, 270]
- solution-cell: 5: [1385, 2025, 1403, 2042]
- solution-cell: 6: [1385, 2076, 1403, 2093]
- solution-cell: 4: [1474, 2025, 1492, 2042]
- sudoku-cell[interactable]: [1457, 1677, 1491, 1710]
- quote-box: [356, 6, 1166, 86]
- solution-cell: 1: [1332, 2143, 1350, 2160]
- star-emblem-icon: [1085, 11, 1155, 81]
- solution-cell: 1: [1350, 2076, 1368, 2093]
- letter-heading: ମଧ୍ୟାହ୍ନଭୋଜନ ଅଘଟଣ: [1238, 278, 1440, 302]
- sudoku-cell[interactable]: [1187, 1710, 1221, 1743]
- sudoku-cell[interactable]: 8: [1221, 1873, 1255, 1906]
- article3-byline-underline: [6, 1638, 246, 1639]
- solution-cell: 7: [1439, 2025, 1457, 2042]
- solution-cell: 4: [1332, 2126, 1350, 2143]
- sudoku-cell[interactable]: 2: [1322, 1710, 1356, 1743]
- sudoku-cell[interactable]: 6: [1457, 1808, 1491, 1841]
- sudoku-cell[interactable]: 1: [1187, 1808, 1221, 1841]
- sudoku-cell[interactable]: [1221, 1710, 1255, 1743]
- solution-cell: 9: [1350, 2092, 1368, 2109]
- sudoku-cell[interactable]: 6: [1390, 1742, 1424, 1775]
- solution-cell: 8: [1385, 2126, 1403, 2143]
- page-number: 10: [1477, 2313, 1493, 2326]
- sudoku-cell[interactable]: 7: [1423, 1808, 1457, 1841]
- solution-cell: 1: [1456, 2059, 1474, 2076]
- envelope-pen-icon: [1186, 9, 1234, 45]
- solution-cell: 3: [1385, 2109, 1403, 2126]
- sudoku-cell[interactable]: 9: [1322, 1906, 1356, 1939]
- sudoku-cell[interactable]: [1255, 1840, 1289, 1873]
- solution-cell: 8: [1456, 2076, 1474, 2093]
- solution-cell: 5: [1421, 2126, 1439, 2143]
- footer-rule-mid: [470, 2320, 630, 2328]
- poem-author: -କାଳିନ୍ଦୀ ଚରଣ ପାଣିଗ୍ରାହୀ: [95, 161, 267, 181]
- ajira-underline: [4, 272, 320, 274]
- sudoku-cell[interactable]: [1356, 1710, 1390, 1743]
- article2-caption-below: ଆଫଗାନିସ୍ତାନ ସରକାର ଓ ଆନ୍ତର୍ଜାତିକ ସମୁଦାୟ ମିଳିତ ଭାବେ ପଦକ୍ଷେପ ନେଲେ ହିଁ ଏହି ସମସ୍ୟାର ସମାଧାନ ସମ୍ଭବ । ଶିକ୍ଷା, ସ୍ୱାସ୍ଥ୍ୟ ଓ ନିଯୁକ୍ତି ସୁଯୋଗ ସୃଷ୍ଟି କଲେ ଲୋକେ ଅଫିମ ଚାଷରୁ ଦୂରେଇ ଯିବେ । ଆଫଗାନିସ୍ତାନ ସରକାର ଓ ଆନ୍ତର୍ଜାତିକ ସମୁଦାୟ ମିଳିତ ଭାବେ ପଦକ୍ଷେପ ନେଲେ ହିଁ ଏହି ସମସ୍ୟାର ସମାଧାନ ସମ୍ଭବ । ଶିକ୍ଷା, ସ୍ୱାସ୍ଥ୍ୟ ଓ ନିଯୁକ୍ତି ସୁଯୋଗ ସୃଷ୍ଟି କଲେ ଲୋକେ ଅଫିମ ଚାଷରୁ ଦୂରେଇ ଯିବେ ।: [346, 1477, 1166, 1547]
- article2-col3: ଜାତିସଂଘର ରିପୋର୍ଟ ଅନୁଯାୟୀ ଅଫିମ ଚାଷ ଜମିର ପରିମାଣ ବଢ଼ିଛି । ଏହା ବିଶ୍ୱ ନିଶା ବଜାରକୁ ପ୍ରଭାବିତ କରୁଛି ଓ ଅନେକ ଦେଶରେ ଯୁବପିଢ଼ି ନିଶାସକ୍ତ ହେଉଛନ୍ତି । ଆଫଗାନିସ୍ତାନରେ ସ୍ଥାୟୀ ଶାନ୍ତି ପାଇଁ ଅଫିମ ଓ ଦୁର୍ନୀତି ଉପରେ ଅଙ୍କୁଶ ଲଗାଇବା ଜରୁରୀ । ଭାରତ ମଧ୍ୟ ଏହି ସମସ୍ୟାର ପ୍ରଭାବରୁ ମୁକ୍ତ ନୁହେଁ । ଜାତିସଂଘର ରିପୋର୍ଟ ଅନୁଯାୟୀ ଅଫିମ ଚାଷ ଜମିର ପରିମାଣ ବଢ଼ିଛି । ଏହା ବିଶ୍ୱ ନିଶା ବଜାରକୁ ପ୍ରଭାବିତ କରୁଛି ଓ ଅନେକ ଦେଶରେ ଯୁବପିଢ଼ି ନିଶାସକ୍ତ ହେଉଛନ୍ତି ।: [766, 969, 1166, 1077]
- sudoku-cell[interactable]: [1390, 1808, 1424, 1841]
- sudoku-cell[interactable]: [1356, 1775, 1390, 1808]
- sudoku-rules: ସୁ-ଡୋ-କୁ ଏକ ଖେଳ ଯାହା । ଏଥିରେ ଥିବା ଖୋପଗୁଡ଼ିକରେ ୧ ରୁ ୯ ସଂଖ୍ୟା ଭରିବାକୁ ହେବ ଯେପରି ପ୍ରତ୍ୟେକ ଧାଡ଼ି, ସ୍ତମ୍ଭ ଏବଂ ବାକ୍ସରେ ପ୍ରତିଟି ସଂଖ୍ୟା ଥରେ ମାତ୍ର ରହିବ ।: [1184, 2005, 1294, 2147]
- solution-cell: 7: [1332, 2059, 1350, 2076]
- solution-cell: 2: [1439, 2076, 1457, 2093]
- solution-cell: 9: [1474, 2076, 1492, 2093]
- sudoku-cell[interactable]: 8: [1288, 1742, 1322, 1775]
- readers-letters: ଅନ୍ଧ ଜନସମୁଦ୍ର ମହାଶୟ, ଧରିତ୍ରୀ (୨୭।୮) ରେ ସମ୍ପାଦକୀୟ ପଢ଼ି ଖୁବ୍ ଭଲ ଲାଗିଲା । ଏହା ବାସ୍ତବଧର୍ମୀ ଓ ସମୟୋପଯୋଗୀ । ଏହି ଦେଶରେ ଅନ୍ଧ ବିଶ୍ୱାସ ଓ କୁସଂସ୍କାର ଯୋଗୁଁ ସାଧାରଣ ଲୋକ ପ୍ରତାରିତ ହେଉଛନ୍ତି । ଶିକ୍ଷା ଓ ସଚେତନତା ମାଧ୍ୟମରେ ହିଁ ଏହାର ସମାଧାନ ସମ୍ଭବ । ମହାଶୟ, ଧରିତ୍ରୀ (୨୭।୮) ରେ ସମ୍ପାଦକୀୟ ପଢ଼ି ଖୁବ୍ ଭଲ ଲାଗିଲା । ଏହା ବାସ୍ତବଧର୍ମୀ ଓ ସମୟୋପଯୋଗୀ । ଏହି ଦେଶରେ ଅନ୍ଧ ବିଶ୍ୱାସ ଓ କୁସଂସ୍କାର ଯୋଗୁଁ ସାଧାରଣ ଲୋକ ପ୍ରତାରିତ ହେଉଛନ୍ତି । ଶିକ୍ଷା ଓ ସଚେତନତା ମାଧ୍ୟମରେ ହିଁ ଏହାର ସମାଧାନ ସମ୍ଭବ । -ବିଜୟ କୁମାର ମହାନ୍ତି, ପ୍ଲଟ୍ ନଂ-୩, ନିମାପଡ଼ା, ପୁରୀ ମଧ୍ୟାହ୍ନଭୋଜନ ଅଘଟଣ ପ୍ରାୟତଃ ପ୍ରତିଦିନ ଖବରରେ ମଧ୍ୟାହ୍ନଭୋଜନ ପାଇଁ ଖାଦ୍ୟ ଖାଇ ପିଲାମାନେ ଅସୁସ୍ଥ ହେଉଥିବା ଖବର ପ୍ରକାଶ ପାଉଛି । ଏହା ଅତ୍ୟନ୍ତ ଚିନ୍ତାର ବିଷୟ । ଖାଦ୍ୟର ଗୁଣବତ୍ତା ଯାଞ୍ଚ ପାଇଁ ସରକାର କଡ଼ା ପଦକ୍ଷେପ ନେବା ଉଚିତ୍ । ପ୍ରାୟତଃ ପ୍ରତିଦିନ ଖବରରେ ମଧ୍ୟାହ୍ନଭୋଜନ ପାଇଁ ଖାଦ୍ୟ ଖାଇ ପିଲାମାନେ ଅସୁସ୍ଥ ହେଉଥିବା ଖବର ପ୍ରକାଶ ପାଉଛି । ଏହା ଅତ୍ୟନ୍ତ ଚିନ୍ତାର ବିଷୟ । ଖାଦ୍ୟର ଗୁଣବତ୍ତା ଯାଞ୍ଚ ପାଇଁ ସରକାର କଡ଼ା ପଦକ୍ଷେପ ନେବା ଉଚିତ୍ । -ଧର୍ମାନନ୍ଦ ପଣ୍ଡାମଲ୍ଲ, ନୟାଗୁମ୍ଫା ନଗର, ବମଙ୍ଗାରା ରାଜଧାନୀରେ ବୁଲାଗୋରୁଙ୍କ ଉତ୍ପାତ ରାଜଧାନୀ ଭୁବନେଶ୍ୱରର ମୁଖ୍ୟରାସ୍ତା ଓ ଗଳିକନ୍ଦିରେ ବୁଲା ଗୋରୁ ଓ କୁକୁରଙ୍କ ଉତ୍ପାତ ବଢ଼ିଚାଲିଛି । ଏହା ଦୁର୍ଘଟଣାର କାରଣ ହେଉଛି । ମହାନଗର ନିଗମ ଏଥିପ୍ରତି ଧ୍ୟାନ ଦେଇ ଉପଯୁକ୍ତ ବ୍ୟବସ୍ଥା କରିବା ଆବଶ୍ୟକ । ରାଜଧାନୀ ଭୁବନେଶ୍ୱରର ମୁଖ୍ୟରାସ୍ତା ଓ ଗଳିକନ୍ଦିରେ ବୁଲା ଗୋରୁ ଓ କୁକୁରଙ୍କ ଉତ୍ପାତ ବଢ଼ିଚାଲିଛି । ଏହା ଦୁର୍ଘଟଣାର କାରଣ ହେଉଛି । ମହାନଗର ନିଗମ ଏଥିପ୍ରତି ଧ୍ୟାନ ଦେଇ ଉପଯୁକ୍ତ ବ୍ୟବସ୍ଥା କରିବା ଆବଶ୍ୟକ । -ଅକ୍ଷୟ କୁମାର ମହାନ୍ତି, ହାଇପୁର, ନିଉଟାଉନ୍, ଜଗତସିଂହପୁର ଭାରତୀୟ ସାହିତ୍ୟ ଓ ନୋବେଲ ପୁରସ୍କାର ରବୀନ୍ଦ୍ରନାଥ ଟାଗୋରଙ୍କ ପରେ ଆଜି ପର୍ଯ୍ୟନ୍ତ କୌଣସି ଭାରତୀୟ ସାହିତ୍ୟିକ ନୋବେଲ ପୁରସ୍କାର ପାଇନାହାନ୍ତି । ଭାରତୀୟ ଭାଷାର ଉତ୍ତମ ସାହିତ୍ୟକୁ ବିଶ୍ୱ ପାଠକଙ୍କ ପାଖରେ ପହଞ୍ଚାଇବା ପାଇଁ ଅନୁବାଦ ଦରକାର । ରବୀନ୍ଦ୍ରନାଥ ଟାଗୋରଙ୍କ ପରେ ଆଜି ପର୍ଯ୍ୟନ୍ତ କୌଣସି ଭାରତୀୟ ସାହିତ୍ୟିକ ନୋବେଲ ପୁରସ୍କାର ପାଇନାହାନ୍ତି । ଭାରତୀୟ ଭାଷାର ଉତ୍ତମ ସାହିତ୍ୟକୁ ବିଶ୍ୱ ପାଠକଙ୍କ ପାଖରେ ପହଞ୍ଚାଇବା ପାଇଁ ଅନୁବାଦ ଦରକାର । ରବୀନ୍ଦ୍ରନାଥ ଟାଗୋରଙ୍କ ପରେ ଆଜି ପର୍ଯ୍ୟନ୍ତ କୌଣସି ଭାରତୀୟ ସାହିତ୍ୟିକ ନୋବେଲ ପୁରସ୍କାର ପାଇନାହାନ୍ତି । ଭାରତୀୟ ଭାଷାର ଉତ୍ତମ ସାହିତ୍ୟକୁ ବିଶ୍ୱ ପାଠକଙ୍କ ପାଖରେ ପହଞ୍ଚାଇବା ପାଇଁ ଅନୁବାଦ ଦରକାର । -ପ୍ରଦ୍ୟୁମ୍ନ ଦାଶ, ରଙ୍ଗଣୀସାହି, କଟକ, ଭୁବନେଶ୍ୱର: [1184, 52, 1494, 938]
- sudoku-copyright: © Puzzles by Pappocom: [1191, 1645, 1324, 1658]
- solution-cell: 3: [1474, 2059, 1492, 2076]
- solution-cell: 8: [1439, 2143, 1457, 2160]
- sudoku-cell[interactable]: [1457, 1873, 1491, 1906]
- solution-cell: 3: [1350, 2042, 1368, 2059]
- solution-cell: 7: [1474, 2126, 1492, 2143]
- section-divider-2: [4, 1592, 1170, 1594]
- sudoku-cell[interactable]: 5: [1221, 1840, 1255, 1873]
- sudoku-cell[interactable]: [1255, 1775, 1289, 1808]
- sudoku-cell[interactable]: 9: [1356, 1677, 1390, 1710]
- sudoku-cell[interactable]: [1457, 1938, 1491, 1971]
- sudoku-cell[interactable]: [1390, 1840, 1424, 1873]
- ajira-bharat-text: ଆଜିର ଭାରତରେ: [10, 214, 258, 259]
- sudoku-cell[interactable]: [1221, 1742, 1255, 1775]
- solution-cell: 6: [1332, 2092, 1350, 2109]
- email-advt-link[interactable]: E-mail:advt@dharitri.com: [1252, 1369, 1426, 1383]
- solution-cell: 9: [1474, 2109, 1492, 2126]
- sudoku-cell[interactable]: 2: [1356, 1808, 1390, 1841]
- solution-cell: 4: [1439, 2092, 1457, 2109]
- solution-cell: 5: [1474, 2092, 1492, 2109]
- sudoku-cell[interactable]: [1356, 1742, 1390, 1775]
- solution-cell: 5: [1368, 2109, 1386, 2126]
- sudoku-cell[interactable]: 6: [1322, 1938, 1356, 1971]
- solution-cell: 5: [1439, 2008, 1457, 2025]
- sudoku-cell[interactable]: [1390, 1710, 1424, 1743]
- letter-signature: -ଧର୍ମାନନ୍ଦ ପଣ୍ଡାମଲ୍ଲ, ନୟାଗୁମ୍ଫା ନଗର, ବମଙ୍ଗାରା: [1227, 450, 1494, 465]
- article2-lower-left: ଅନେକ ପ୍ରଦେଶରେ ସରକାରୀ ଅଧିକାରୀ ମଧ୍ୟ ଏହି ବ୍ୟବସାୟ ସହ ଜଡ଼ିତ ଥିବା ଅଭିଯୋଗ ହେଉଛି । ଦୁର୍ନୀତି ଯୋଗୁଁ ପ୍ରଶାସନ ଦୁର୍ବଳ ହୋଇପଡ଼ିଛି । ଚାଷୀମାନଙ୍କ ପାଇଁ ବିକଳ୍ପ ଫସଲ ଚାଷର ସୁବିଧା ଯୋଗାଇ ଦିଆଯାଇନି । ଫଳରେ ଅଫିମ ଚାଷ ଅଧିକ ଲାଭଜନକ ହୋଇ ରହିଛି ଏବଂ ଏହାର ପରିମାଣ ପ୍ରତି ବର୍ଷ ବଢ଼ୁଛି ।: [346, 1223, 570, 1361]
- sudoku-cell[interactable]: [1255, 1677, 1289, 1710]
- sudoku-cell[interactable]: [1322, 1808, 1356, 1841]
- solution-cell: 9: [1332, 2025, 1350, 2042]
